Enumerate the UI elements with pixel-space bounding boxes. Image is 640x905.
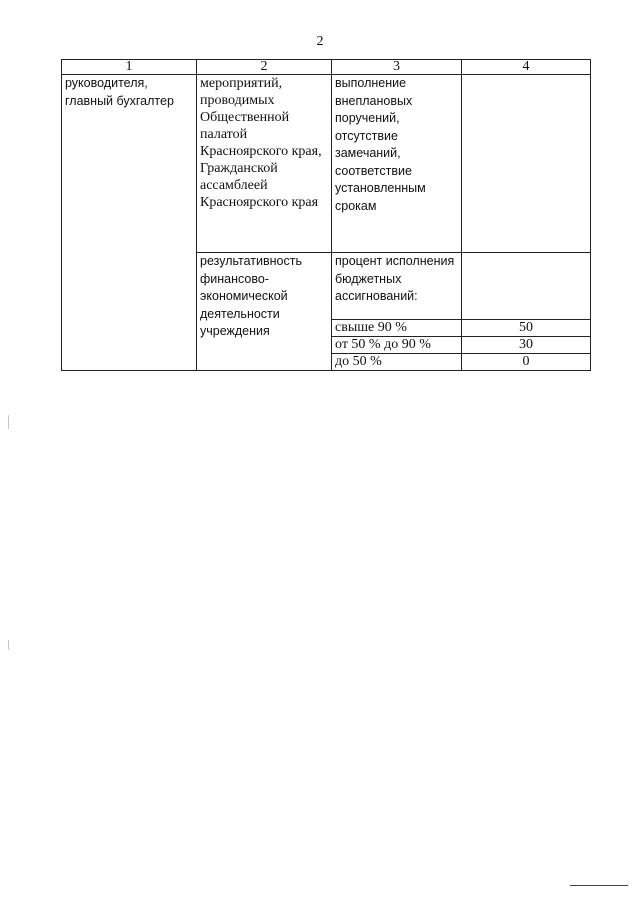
range-points: 0	[462, 354, 591, 371]
range-label: от 50 % до 90 %	[332, 337, 462, 354]
points-cell	[462, 253, 591, 320]
range-label: до 50 %	[332, 354, 462, 371]
criterion-cell: результативность финансово-экономической деятельности учреждения	[197, 253, 332, 371]
column-header-3: 3	[332, 60, 462, 75]
scan-artifact	[8, 640, 9, 650]
table-row	[62, 75, 591, 253]
range-points: 30	[462, 337, 591, 354]
column-header-1: 1	[62, 60, 197, 75]
range-label: свыше 90 %	[332, 320, 462, 337]
condition-cell: выполнение внеплановых поручений, отсутствие замечаний, соответствие установленным срокам	[332, 75, 462, 253]
column-header-2: 2	[197, 60, 332, 75]
table-header-row	[62, 60, 591, 75]
criteria-table	[61, 59, 591, 371]
condition-cell: процент исполнения бюджетных ассигнований:	[332, 253, 462, 320]
position-cell: руководителя, главный бухгалтер	[62, 75, 197, 371]
column-header-4: 4	[462, 60, 591, 75]
page-number: 2	[316, 34, 324, 49]
range-points: 50	[462, 320, 591, 337]
scan-artifact	[8, 415, 9, 429]
criterion-cell: мероприятий, проводимых Общественной палатой Красноярского края, Гражданской ассамблеей Красноярского края	[197, 75, 332, 253]
bottom-rule	[570, 885, 628, 886]
points-cell	[462, 75, 591, 253]
